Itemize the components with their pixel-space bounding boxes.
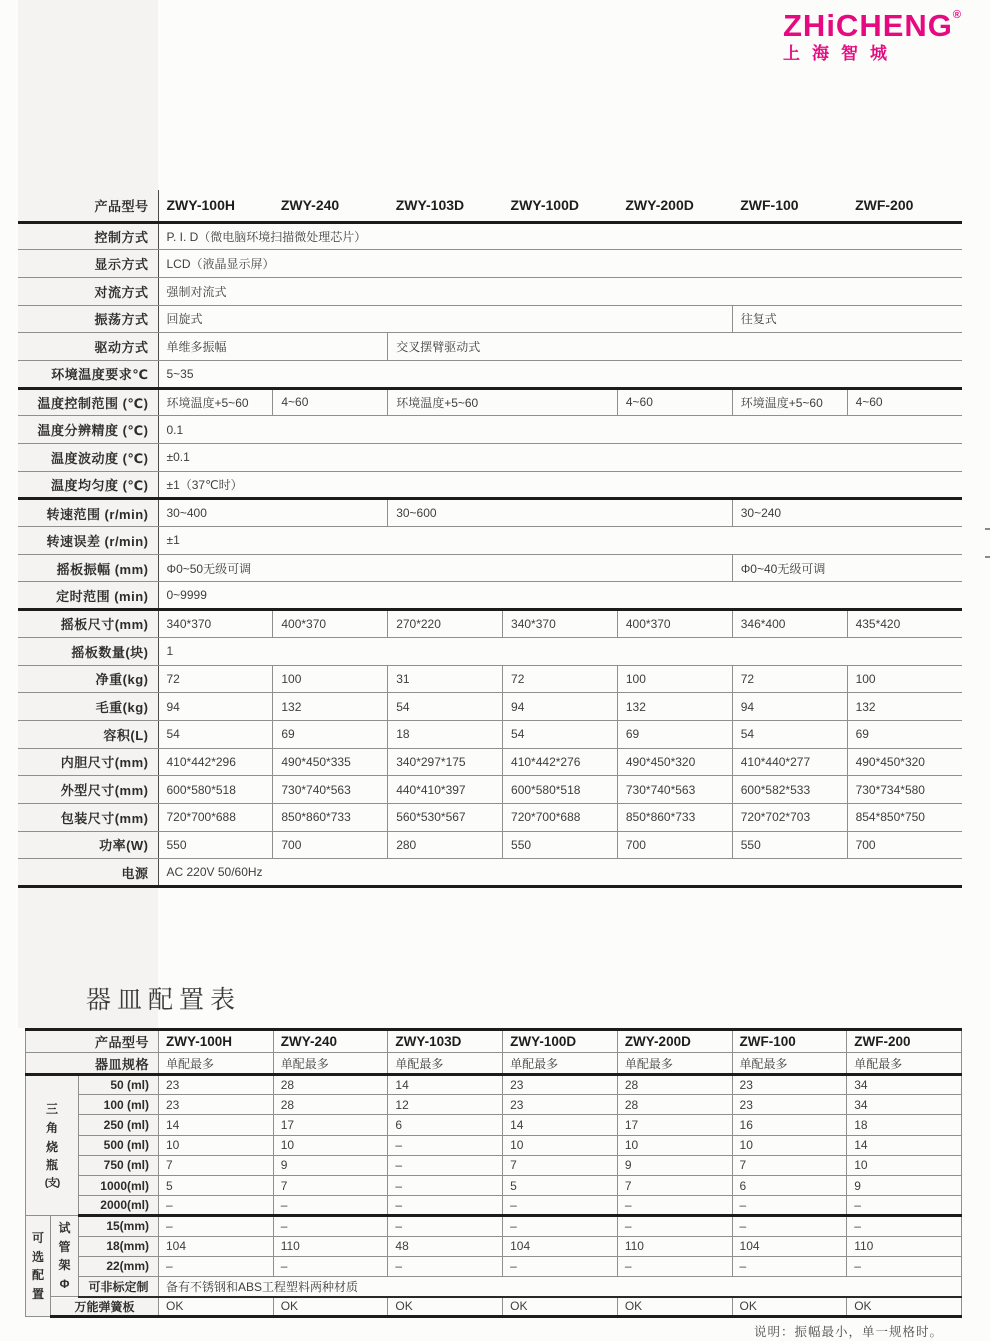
brand-logo (783, 10, 962, 62)
vessel-cell: – (503, 1196, 618, 1216)
spec-cell: 700 (617, 831, 732, 859)
model-header: ZWY-240 (273, 190, 388, 222)
vessel-cell: 110 (617, 1236, 732, 1256)
vessel-cell: 9 (273, 1155, 388, 1175)
vessel-row (26, 1256, 962, 1276)
row-label: 毛重(kg) (18, 693, 158, 721)
spec-cell: 720*702*703 (732, 803, 847, 831)
vessel-cell: – (388, 1256, 503, 1276)
vessel-cell: 28 (273, 1075, 388, 1095)
vessel-cell: – (503, 1216, 618, 1236)
optional-group-label (26, 1216, 51, 1317)
row-label: 摇板振幅 (mm) (18, 554, 158, 582)
row-label: 100 (ml) (79, 1095, 159, 1115)
vessel-cell: 单配最多 (273, 1053, 388, 1075)
vessel-cell: – (617, 1196, 732, 1216)
vessel-cell: 14 (159, 1115, 274, 1135)
spec-cell: 环境温度+5~60 (158, 388, 273, 416)
model-header: ZWY-103D (388, 1030, 503, 1053)
spec-row (18, 554, 962, 582)
logo-text: ZHiCHENG (783, 8, 953, 43)
vessel-cell: – (159, 1256, 274, 1276)
vessel-cell: OK (159, 1297, 274, 1317)
vessel-cell: – (273, 1196, 388, 1216)
vessel-cell: OK (847, 1297, 962, 1317)
spec-cell: 18 (388, 720, 503, 748)
vessel-cell: 28 (617, 1075, 732, 1095)
spec-cell: 700 (847, 831, 962, 859)
vessel-cell: – (273, 1216, 388, 1236)
rack-group-label (51, 1216, 79, 1297)
vessel-cell: – (388, 1135, 503, 1155)
group-label-char: 选 (31, 1249, 44, 1264)
spec-cell: 600*580*518 (158, 776, 273, 804)
vessel-cell: 7 (617, 1175, 732, 1195)
vessel-cell: 23 (159, 1095, 274, 1115)
model-header: ZWY-100H (159, 1030, 274, 1053)
spec-table (18, 190, 962, 888)
vessel-cell: 7 (732, 1155, 847, 1175)
vessel-cell: 7 (159, 1155, 274, 1175)
spec-cell: 30~240 (732, 499, 962, 527)
footer-note: 说明：振幅最小，单一规格时。 (753, 1325, 943, 1339)
spec-cell: 410*440*277 (732, 748, 847, 776)
vessel-cell: 16 (732, 1115, 847, 1135)
vessel-cell: 9 (617, 1155, 732, 1175)
spec-cell: 回旋式 (158, 305, 732, 333)
vessel-cell: 110 (847, 1236, 962, 1256)
spec-cell: 94 (158, 693, 273, 721)
spec-cell: 4~60 (273, 388, 388, 416)
print-mark (985, 556, 990, 558)
spec-cell: 490*450*320 (847, 748, 962, 776)
group-label-char: 配 (31, 1268, 44, 1283)
vessel-cell: 28 (617, 1095, 732, 1115)
group-label-char: 试 (58, 1221, 71, 1235)
spec-cell: LCD（液晶显示屏） (158, 250, 962, 278)
model-header: ZWY-103D (388, 190, 503, 222)
spec-cell: 69 (617, 720, 732, 748)
spec-row (18, 610, 962, 638)
spec-cell: 54 (388, 693, 503, 721)
spec-cell: 1 (158, 637, 962, 665)
spec-cell: ±0.1 (158, 444, 962, 472)
spec-row (18, 748, 962, 776)
spec-cell: 850*860*733 (617, 803, 732, 831)
spec-header-row (18, 190, 962, 222)
row-label: 器皿规格 (26, 1053, 159, 1075)
vessel-cell: – (388, 1196, 503, 1216)
vessel-cell: OK (273, 1297, 388, 1317)
spec-row (18, 471, 962, 499)
spec-row (18, 637, 962, 665)
spec-cell: 850*860*733 (273, 803, 388, 831)
row-label: 万能弹簧板 (51, 1297, 159, 1317)
spec-cell: 346*400 (732, 610, 847, 638)
row-label: 温度控制范围 (℃) (18, 388, 158, 416)
row-label: 可非标定制 (79, 1276, 159, 1296)
vessel-cell: OK (503, 1297, 618, 1317)
vessel-cell: 28 (273, 1095, 388, 1115)
vessel-cell: 104 (503, 1236, 618, 1256)
vessel-cell: 34 (847, 1095, 962, 1115)
spec-cell: 交叉摆臂驱动式 (388, 333, 962, 361)
vessel-cell: – (617, 1216, 732, 1236)
spec-cell: 490*450*320 (617, 748, 732, 776)
spec-cell: AC 220V 50/60Hz (158, 859, 962, 887)
vessel-cell: 10 (159, 1135, 274, 1155)
spec-cell: 730*740*563 (273, 776, 388, 804)
spec-cell: 69 (847, 720, 962, 748)
spec-cell: 4~60 (847, 388, 962, 416)
spec-cell: 5~35 (158, 360, 962, 388)
spec-cell: ±1（37℃时） (158, 471, 962, 499)
row-label: 显示方式 (18, 250, 158, 278)
spec-cell: 单维多振幅 (158, 333, 388, 361)
spec-row (18, 803, 962, 831)
vessel-cell: 6 (732, 1175, 847, 1195)
spec-cell: 94 (503, 693, 618, 721)
row-label: 温度均匀度 (℃) (18, 471, 158, 499)
group-label-char: 烧 (45, 1139, 58, 1154)
vessel-table-body (26, 1030, 962, 1317)
spec-table-body (18, 222, 962, 887)
vessel-cell: – (503, 1256, 618, 1276)
vessel-cell: 5 (503, 1175, 618, 1195)
vessel-cell: – (388, 1175, 503, 1195)
vessel-cell: OK (617, 1297, 732, 1317)
row-label: 外型尺寸(mm) (18, 776, 158, 804)
spec-cell: 440*410*397 (388, 776, 503, 804)
group-label-char: 三 (45, 1102, 58, 1117)
spec-cell: 700 (273, 831, 388, 859)
spec-row (18, 277, 962, 305)
spec-row (18, 250, 962, 278)
spec-header-label: 产品型号 (18, 190, 158, 222)
vessel-cell: – (388, 1216, 503, 1236)
row-label: 温度波动度 (℃) (18, 444, 158, 472)
spec-cell: 94 (732, 693, 847, 721)
row-label: 净重(kg) (18, 665, 158, 693)
vessel-table (25, 1028, 962, 1318)
spec-cell: 600*580*518 (503, 776, 618, 804)
row-label: 250 (ml) (79, 1115, 159, 1135)
vessel-cell: – (732, 1256, 847, 1276)
spec-row (18, 859, 962, 887)
spec-cell: 560*530*567 (388, 803, 503, 831)
spec-cell: 730*734*580 (847, 776, 962, 804)
row-label: 温度分辨精度 (℃) (18, 416, 158, 444)
group-label-char: (支) (44, 1176, 60, 1189)
spec-cell: 730*740*563 (617, 776, 732, 804)
spec-cell: 280 (388, 831, 503, 859)
spec-cell: 550 (158, 831, 273, 859)
spec-cell: 340*370 (158, 610, 273, 638)
row-label: 转速范围 (r/min) (18, 499, 158, 527)
model-header: ZWY-100D (503, 1030, 618, 1053)
vessel-cell: – (847, 1256, 962, 1276)
vessel-cell: 单配最多 (388, 1053, 503, 1075)
spec-cell: 4~60 (617, 388, 732, 416)
row-label: 500 (ml) (79, 1135, 159, 1155)
vessel-row (26, 1155, 962, 1175)
spec-cell: 490*450*335 (273, 748, 388, 776)
spec-cell: 72 (732, 665, 847, 693)
row-label: 1000(ml) (79, 1175, 159, 1195)
spec-row (18, 333, 962, 361)
row-label: 转速误差 (r/min) (18, 527, 158, 555)
spec-cell: 54 (503, 720, 618, 748)
vessel-cell: – (847, 1216, 962, 1236)
spec-cell: 31 (388, 665, 503, 693)
spec-cell: 69 (273, 720, 388, 748)
flask-group-label (26, 1075, 79, 1216)
spec-cell: 100 (273, 665, 388, 693)
vessel-cell: 6 (388, 1115, 503, 1135)
vessel-cell: 10 (847, 1155, 962, 1175)
spec-row (18, 416, 962, 444)
spec-cell: 往复式 (732, 305, 962, 333)
vessel-cell: – (732, 1196, 847, 1216)
vessel-cell: 17 (273, 1115, 388, 1135)
spec-cell: 132 (617, 693, 732, 721)
spec-cell: 强制对流式 (158, 277, 962, 305)
group-label-char: 可 (31, 1231, 44, 1246)
vessel-cell: – (732, 1216, 847, 1236)
vessel-cell: – (847, 1196, 962, 1216)
vessel-cell: – (388, 1155, 503, 1175)
group-label-char: 管 (58, 1239, 71, 1254)
spec-cell: 410*442*276 (503, 748, 618, 776)
spec-cell: Φ0~50无级可调 (158, 554, 732, 582)
vessel-cell: 12 (388, 1095, 503, 1115)
spec-cell: 30~600 (388, 499, 733, 527)
model-header: ZWY-100D (503, 190, 618, 222)
model-header: ZWF-200 (847, 1030, 962, 1053)
vessel-cell: 48 (388, 1236, 503, 1256)
vessel-row (26, 1196, 962, 1216)
group-label-char: 置 (31, 1286, 44, 1301)
vessel-custom-row (26, 1276, 962, 1296)
spec-cell: Φ0~40无级可调 (732, 554, 962, 582)
vessel-cell: 14 (503, 1115, 618, 1135)
row-label: 15(mm) (79, 1216, 159, 1236)
vessel-cell: 7 (273, 1175, 388, 1195)
spec-cell: 132 (273, 693, 388, 721)
spec-cell: 环境温度+5~60 (388, 388, 618, 416)
vessel-cell: 10 (273, 1135, 388, 1155)
vessel-cell: 23 (503, 1095, 618, 1115)
vessel-cell: 23 (159, 1075, 274, 1095)
row-label: 对流方式 (18, 277, 158, 305)
vessel-cell: 备有不锈钢和ABS工程塑料两种材质 (159, 1276, 962, 1296)
spec-cell: ±1 (158, 527, 962, 555)
vessel-cell: 9 (847, 1175, 962, 1195)
group-label-char: 瓶 (45, 1158, 58, 1173)
vessel-row (26, 1095, 962, 1115)
spec-cell: 270*220 (388, 610, 503, 638)
spec-row (18, 527, 962, 555)
row-label: 50 (ml) (79, 1075, 159, 1095)
vessel-cell: – (617, 1256, 732, 1276)
spec-cell: 环境温度+5~60 (732, 388, 847, 416)
spec-cell: P. I. D（微电脑环境扫描微处理芯片） (158, 222, 962, 250)
vessel-row (26, 1115, 962, 1135)
row-label: 22(mm) (79, 1256, 159, 1276)
spec-cell: 54 (732, 720, 847, 748)
vessel-cell: 23 (732, 1075, 847, 1095)
row-label: 驱动方式 (18, 333, 158, 361)
spec-cell: 550 (732, 831, 847, 859)
vessel-cell: 104 (159, 1236, 274, 1256)
spec-row (18, 222, 962, 250)
logo-subtitle: 上海智城 (783, 44, 899, 63)
spec-row (18, 665, 962, 693)
row-label: 2000(ml) (79, 1196, 159, 1216)
vessel-cell: 10 (617, 1135, 732, 1155)
vessel-cell: OK (732, 1297, 847, 1317)
spec-cell: 0.1 (158, 416, 962, 444)
row-label: 功率(W) (18, 831, 158, 859)
vessel-cell: – (159, 1196, 274, 1216)
vessel-cell: 7 (503, 1155, 618, 1175)
model-header: ZWY-240 (273, 1030, 388, 1053)
spec-cell: 435*420 (847, 610, 962, 638)
row-label: 18(mm) (79, 1236, 159, 1256)
spec-cell: 720*700*688 (158, 803, 273, 831)
logo-wordmark (783, 10, 962, 41)
spec-row (18, 720, 962, 748)
row-label: 摇板尺寸(mm) (18, 610, 158, 638)
spec-cell: 54 (158, 720, 273, 748)
vessel-cell: 单配最多 (617, 1053, 732, 1075)
vessel-spec-row (26, 1053, 962, 1075)
spec-cell: 550 (503, 831, 618, 859)
spec-row (18, 582, 962, 610)
row-label: 包装尺寸(mm) (18, 803, 158, 831)
spec-row (18, 831, 962, 859)
spec-cell: 720*700*688 (503, 803, 618, 831)
vessel-cell: 单配最多 (732, 1053, 847, 1075)
vessel-cell: – (159, 1216, 274, 1236)
vessel-cell: OK (388, 1297, 503, 1317)
vessel-cell: 单配最多 (503, 1053, 618, 1075)
model-header: ZWF-100 (732, 190, 847, 222)
row-label: 容积(L) (18, 720, 158, 748)
vessel-row (26, 1175, 962, 1195)
vessel-cell: – (273, 1256, 388, 1276)
print-mark (985, 528, 990, 530)
spec-cell: 600*582*533 (732, 776, 847, 804)
spec-row (18, 444, 962, 472)
vessel-cell: 34 (847, 1075, 962, 1095)
vessel-header-row (26, 1030, 962, 1053)
model-header: ZWF-100 (732, 1030, 847, 1053)
vessel-cell: 104 (732, 1236, 847, 1256)
spec-cell: 0~9999 (158, 582, 962, 610)
spec-cell: 100 (617, 665, 732, 693)
vessel-cell: 10 (732, 1135, 847, 1155)
spec-row (18, 693, 962, 721)
vessel-cell: 5 (159, 1175, 274, 1195)
row-label: 摇板数量(块) (18, 637, 158, 665)
vessel-cell: 17 (617, 1115, 732, 1135)
row-label: 定时范围 (min) (18, 582, 158, 610)
spec-cell: 100 (847, 665, 962, 693)
spec-row (18, 305, 962, 333)
spec-row (18, 388, 962, 416)
vessel-header-label: 产品型号 (26, 1030, 159, 1053)
row-label: 750 (ml) (79, 1155, 159, 1175)
row-label: 内胆尺寸(mm) (18, 748, 158, 776)
spec-cell: 400*370 (273, 610, 388, 638)
spec-cell: 340*370 (503, 610, 618, 638)
group-label-char: 角 (45, 1120, 58, 1135)
spec-cell: 340*297*175 (388, 748, 503, 776)
spec-row (18, 776, 962, 804)
row-label: 环境温度要求℃ (18, 360, 158, 388)
registered-mark-icon: ® (952, 9, 962, 21)
spec-row (18, 499, 962, 527)
vessel-spring-row (26, 1297, 962, 1317)
vessel-cell: 110 (273, 1236, 388, 1256)
group-label-char: 架 (58, 1258, 71, 1273)
vessel-row (26, 1216, 962, 1236)
row-label: 电源 (18, 859, 158, 887)
spec-cell: 30~400 (158, 499, 388, 527)
model-header: ZWY-200D (617, 1030, 732, 1053)
vessel-cell: 18 (847, 1115, 962, 1135)
vessel-row (26, 1135, 962, 1155)
row-label: 控制方式 (18, 222, 158, 250)
vessel-cell: 23 (503, 1075, 618, 1095)
spec-cell: 854*850*750 (847, 803, 962, 831)
spec-cell: 72 (503, 665, 618, 693)
vessel-cell: 10 (503, 1135, 618, 1155)
vessel-cell: 23 (732, 1095, 847, 1115)
spec-row (18, 360, 962, 388)
spec-cell: 410*442*296 (158, 748, 273, 776)
vessel-row (26, 1236, 962, 1256)
vessel-cell: 单配最多 (159, 1053, 274, 1075)
model-header: ZWY-200D (617, 190, 732, 222)
vessel-row (26, 1075, 962, 1095)
model-header: ZWF-200 (847, 190, 962, 222)
spec-cell: 72 (158, 665, 273, 693)
vessel-cell: 14 (388, 1075, 503, 1095)
spec-cell: 400*370 (617, 610, 732, 638)
spec-cell: 132 (847, 693, 962, 721)
group-label-char: Φ (59, 1276, 70, 1291)
model-header: ZWY-100H (158, 190, 273, 222)
vessel-cell: 14 (847, 1135, 962, 1155)
vessel-table-title: 器皿配置表 (86, 986, 242, 1014)
row-label: 振荡方式 (18, 305, 158, 333)
vessel-cell: 单配最多 (847, 1053, 962, 1075)
